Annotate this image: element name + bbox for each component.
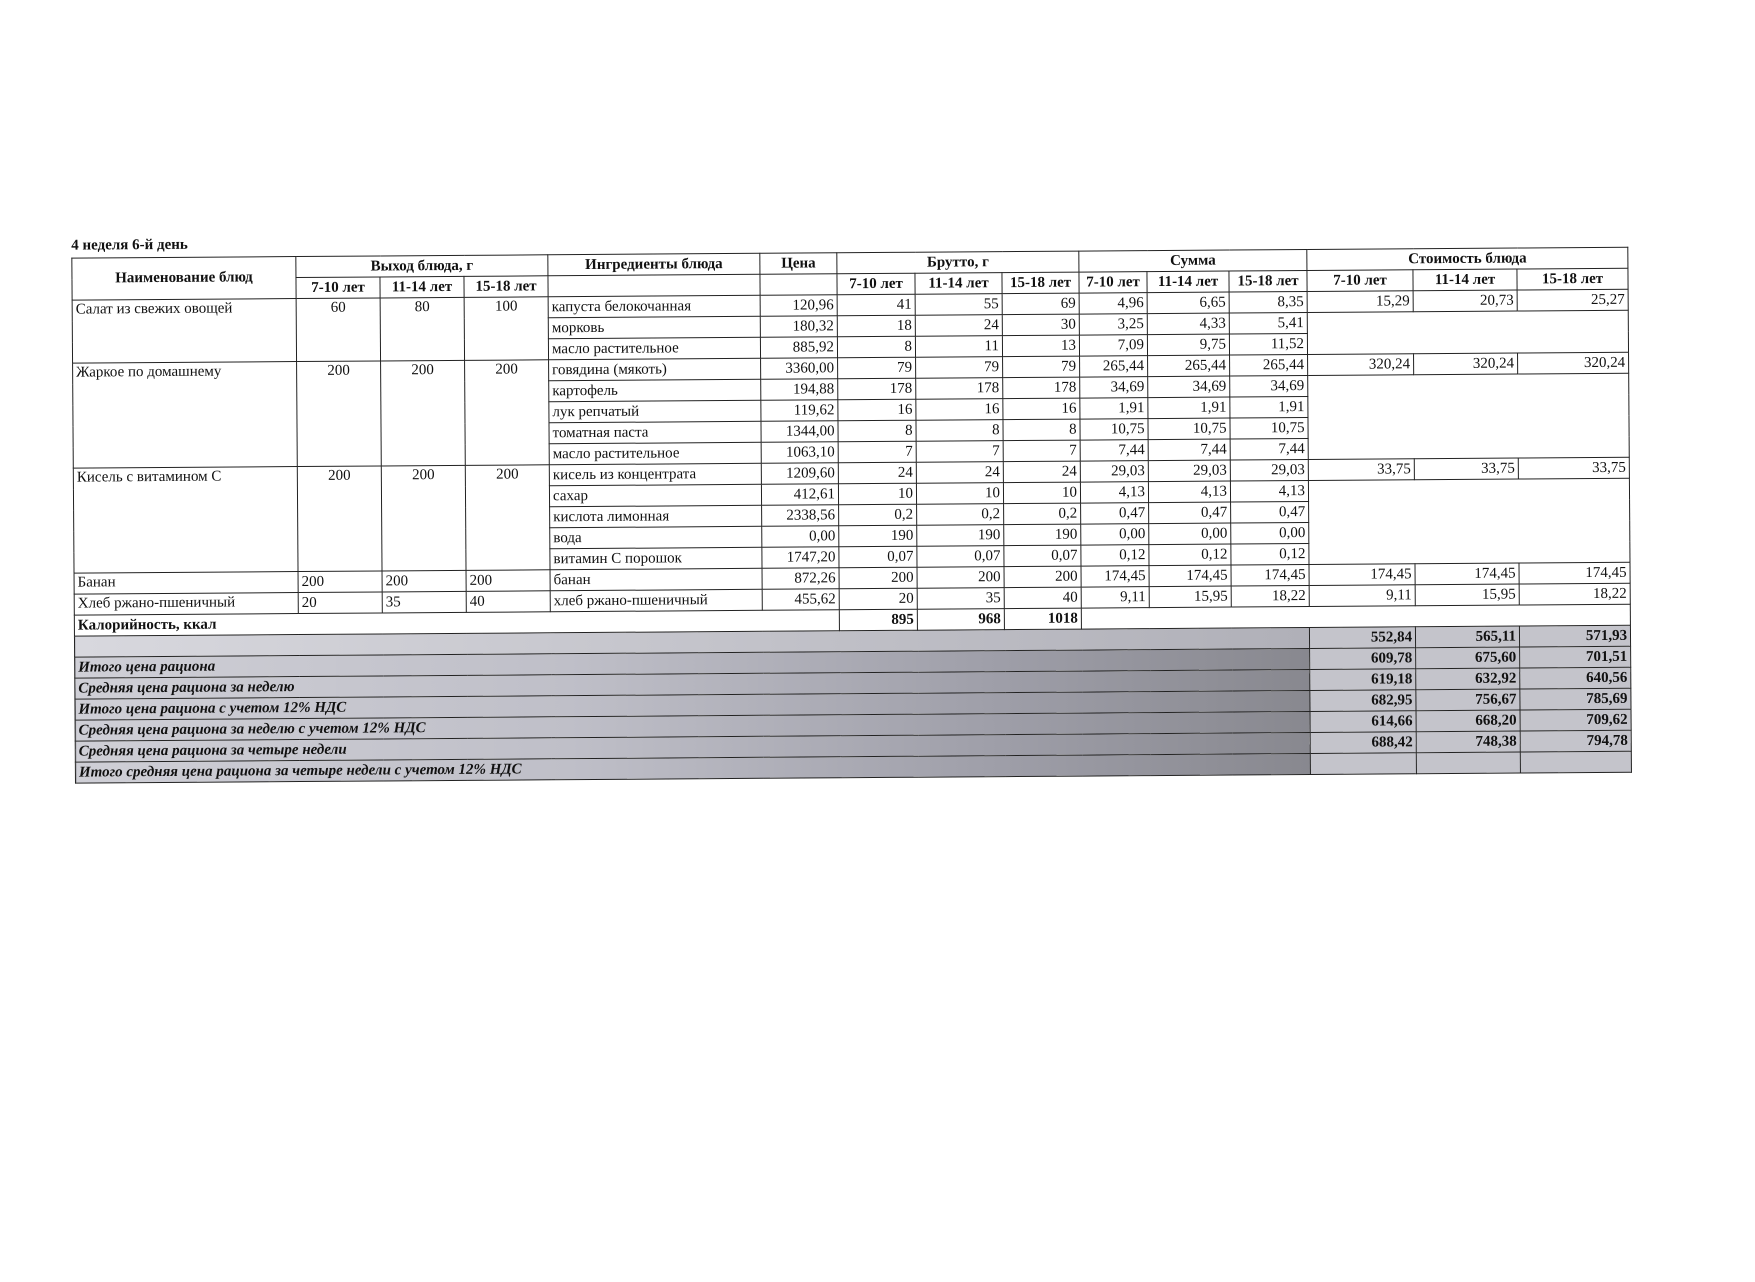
price-value: 1344,00 (761, 421, 838, 443)
header-age: 7-10 лет (1307, 270, 1413, 292)
cost-value: 25,27 (1517, 289, 1628, 311)
ingredient-name: кисель из концентрата (549, 463, 761, 485)
cost-value: 320,24 (1414, 353, 1518, 375)
totals-value: 748,38 (1416, 731, 1520, 753)
cost-value: 15,95 (1415, 584, 1519, 606)
header-age: 11-14 лет (915, 273, 1002, 295)
price-value: 1063,10 (761, 442, 838, 464)
header-age: 11-14 лет (1147, 271, 1229, 293)
totals-value: 675,60 (1416, 647, 1520, 669)
sum-value: 0,00 (1231, 522, 1309, 544)
gross-value: 11 (915, 336, 1002, 358)
header-age: 15-18 лет (1229, 270, 1307, 292)
output-value: 80 (380, 297, 464, 361)
output-value: 20 (298, 592, 382, 614)
totals-value: 571,93 (1519, 625, 1630, 647)
sum-value: 15,95 (1149, 586, 1231, 608)
ingredient-name: лук репчатый (549, 400, 761, 422)
gross-value: 0,2 (1004, 503, 1081, 525)
gross-value: 8 (916, 420, 1003, 442)
ingredient-name: томатная паста (549, 421, 761, 443)
totals-label: Итого цена рациона (75, 648, 1310, 678)
sum-value: 10,75 (1148, 418, 1230, 440)
gross-value: 7 (838, 441, 916, 463)
price-value: 885,92 (760, 337, 837, 359)
sum-value: 1,91 (1080, 398, 1148, 419)
totals-value (1520, 751, 1631, 773)
ingredient-name: масло растительное (548, 337, 760, 359)
cost-value: 33,75 (1414, 458, 1518, 480)
sum-value: 29,03 (1080, 461, 1148, 482)
price-value: 872,26 (762, 568, 839, 590)
sum-value: 0,47 (1231, 501, 1309, 523)
output-value: 35 (382, 591, 466, 613)
output-value: 200 (297, 361, 382, 467)
cost-value: 174,45 (1519, 562, 1630, 584)
totals-value: 668,20 (1416, 710, 1520, 732)
calories-value: 1018 (1004, 608, 1081, 630)
sum-value: 34,69 (1230, 375, 1308, 397)
gross-value: 40 (1004, 587, 1081, 609)
dish-name: Салат из свежих овощей (72, 299, 296, 364)
gross-value: 24 (1003, 461, 1080, 483)
sum-value: 0,00 (1149, 523, 1231, 545)
sum-value: 174,45 (1149, 565, 1231, 587)
sum-value: 0,47 (1081, 503, 1149, 524)
price-value: 455,62 (762, 589, 839, 611)
gross-value: 190 (1004, 524, 1081, 546)
header-age: 11-14 лет (1413, 269, 1517, 291)
cost-value: 20,73 (1413, 290, 1517, 312)
gross-value: 20 (839, 588, 917, 610)
sum-value: 18,22 (1231, 585, 1309, 607)
sum-value: 29,03 (1148, 460, 1230, 482)
header-gross: Брутто, г (837, 251, 1079, 274)
header-price: Цена (760, 253, 837, 275)
header-age: 11-14 лет (380, 276, 464, 298)
totals-value: 688,42 (1310, 732, 1416, 754)
totals-label: Итого цена рациона с учетом 12% НДС (75, 690, 1310, 720)
gross-value: 10 (1003, 482, 1080, 504)
ingredient-name: банан (550, 568, 762, 590)
price-value: 3360,00 (761, 358, 838, 380)
totals-value: 640,56 (1520, 667, 1631, 689)
gross-value: 178 (916, 378, 1003, 400)
ingredient-name: вода (550, 526, 762, 548)
cost-value: 174,45 (1309, 564, 1415, 586)
sum-value: 7,44 (1148, 439, 1230, 461)
gross-value: 178 (1003, 377, 1080, 399)
ingredient-name: масло растительное (549, 442, 761, 464)
header-ingredients-blank (548, 274, 760, 296)
gross-value: 0,07 (1004, 545, 1081, 567)
totals-value: 756,67 (1416, 689, 1520, 711)
cost-blank (1308, 373, 1630, 459)
ingredient-name: морковь (548, 316, 760, 338)
ingredient-name: кислота лимонная (550, 505, 762, 527)
totals-value: 701,51 (1520, 646, 1631, 668)
totals-label: Средняя цена рациона за неделю с учетом 12% НДС (75, 711, 1310, 741)
sum-value: 174,45 (1081, 566, 1149, 587)
header-age: 7-10 лет (837, 273, 915, 295)
page-title: 4 неделя 6-й день (71, 236, 188, 254)
sum-value: 11,52 (1229, 333, 1307, 355)
sum-value: 8,35 (1229, 291, 1307, 313)
dish-name: Банан (74, 572, 298, 595)
sum-value: 7,44 (1230, 438, 1308, 460)
totals-value: 632,92 (1416, 668, 1520, 690)
cost-value: 320,24 (1518, 352, 1629, 374)
sum-value: 3,25 (1079, 314, 1147, 335)
gross-value: 24 (915, 315, 1002, 337)
cost-blank (1307, 310, 1628, 354)
gross-value: 16 (916, 399, 1003, 421)
header-ingredients: Ингредиенты блюда (548, 253, 760, 275)
sum-value: 4,13 (1230, 480, 1308, 502)
gross-value: 8 (837, 336, 915, 358)
ingredient-name: картофель (549, 379, 761, 401)
sum-value: 265,44 (1230, 354, 1308, 376)
gross-value: 200 (917, 567, 1004, 589)
gross-value: 24 (916, 462, 1003, 484)
ingredient-name: хлеб ржано-пшеничный (550, 589, 762, 611)
totals-value: 709,62 (1520, 709, 1631, 731)
gross-value: 0,07 (839, 546, 917, 568)
totals-value (1416, 752, 1520, 774)
totals-value (1310, 753, 1416, 775)
output-value: 40 (466, 591, 550, 613)
sum-value: 1,91 (1230, 396, 1308, 418)
sum-value: 9,11 (1081, 587, 1149, 608)
gross-value: 200 (839, 567, 917, 589)
gross-value: 0,07 (917, 546, 1004, 568)
price-value: 412,61 (761, 484, 838, 506)
output-value: 100 (464, 297, 548, 361)
totals-value: 794,78 (1520, 730, 1631, 752)
gross-value: 55 (915, 294, 1002, 316)
totals-value: 785,69 (1520, 688, 1631, 710)
sum-value: 6,65 (1147, 292, 1229, 314)
totals-value: 619,18 (1310, 669, 1416, 691)
output-value: 200 (465, 360, 550, 466)
totals-value: 552,84 (1309, 627, 1415, 649)
cost-value: 33,75 (1518, 457, 1629, 479)
header-age: 15-18 лет (464, 276, 548, 298)
output-value: 200 (381, 465, 466, 571)
header-price-blank (760, 274, 837, 296)
gross-value: 0,2 (839, 504, 917, 526)
gross-value: 79 (1003, 356, 1080, 378)
dish-name: Кисель с витамином С (73, 467, 298, 574)
gross-value: 41 (837, 294, 915, 316)
gross-value: 8 (838, 420, 916, 442)
price-value: 194,88 (761, 379, 838, 401)
sum-value: 174,45 (1231, 564, 1309, 586)
sum-value: 34,69 (1080, 377, 1148, 398)
sum-value: 0,12 (1081, 545, 1149, 566)
gross-value: 0,2 (917, 504, 1004, 526)
sum-value: 34,69 (1148, 376, 1230, 398)
calories-value: 895 (839, 609, 917, 631)
sum-value: 5,41 (1229, 312, 1307, 334)
gross-value: 190 (839, 525, 917, 547)
dish-name: Жаркое по домашнему (73, 362, 298, 469)
gross-value: 16 (1003, 398, 1080, 420)
gross-value: 7 (916, 441, 1003, 463)
price-value: 0,00 (762, 526, 839, 548)
cost-value: 33,75 (1308, 459, 1414, 481)
sum-value: 265,44 (1080, 356, 1148, 377)
sum-value: 9,75 (1147, 334, 1229, 356)
calories-value: 968 (917, 609, 1004, 631)
cost-value: 15,29 (1307, 291, 1413, 313)
gross-value: 200 (1004, 566, 1081, 588)
price-value: 180,32 (760, 316, 837, 338)
output-value: 200 (466, 570, 550, 592)
gross-value: 8 (1003, 419, 1080, 441)
totals-value: 565,11 (1415, 626, 1519, 648)
output-value: 200 (381, 360, 466, 466)
gross-value: 35 (917, 588, 1004, 610)
dish-name: Хлеб ржано-пшеничный (74, 593, 298, 616)
totals-label: Средняя цена рациона за четыре недели (75, 732, 1310, 762)
gross-value: 30 (1002, 314, 1079, 336)
sum-value: 4,96 (1079, 293, 1147, 314)
sum-value: 1,91 (1148, 397, 1230, 419)
sum-value: 4,13 (1080, 482, 1148, 503)
sum-value: 0,00 (1081, 524, 1149, 545)
menu-table (71, 247, 1632, 784)
header-age: 7-10 лет (296, 277, 380, 299)
totals-value: 614,66 (1310, 711, 1416, 733)
price-value: 120,96 (760, 295, 837, 317)
sum-value: 0,12 (1231, 543, 1309, 565)
header-age: 7-10 лет (1079, 272, 1147, 293)
sum-value: 10,75 (1230, 417, 1308, 439)
cost-value: 18,22 (1519, 583, 1630, 605)
ingredient-name: капуста белокочанная (548, 295, 760, 317)
header-dish-name: Наименование блюд (72, 257, 296, 301)
gross-value: 13 (1002, 335, 1079, 357)
header-cost: Стоимость блюда (1307, 247, 1628, 270)
gross-value: 69 (1002, 293, 1079, 315)
gross-value: 18 (837, 315, 915, 337)
header-output: Выход блюда, г (296, 255, 548, 278)
totals-value: 609,78 (1310, 648, 1416, 670)
gross-value: 16 (838, 399, 916, 421)
output-value: 200 (382, 570, 466, 592)
gross-value: 79 (838, 357, 916, 379)
header-age: 15-18 лет (1002, 272, 1079, 294)
gross-value: 10 (838, 483, 916, 505)
ingredient-name: говядина (мякоть) (549, 358, 761, 380)
gross-value: 7 (1003, 440, 1080, 462)
header-sum: Сумма (1079, 249, 1307, 272)
calories-label: Калорийность, ккал (74, 610, 839, 636)
cost-blank (1308, 478, 1630, 564)
totals-value: 682,95 (1310, 690, 1416, 712)
output-value: 200 (465, 465, 550, 571)
header-age: 15-18 лет (1517, 268, 1628, 290)
output-value: 200 (297, 466, 382, 572)
price-value: 1747,20 (762, 547, 839, 569)
gross-value: 190 (917, 525, 1004, 547)
sum-value: 10,75 (1080, 419, 1148, 440)
cost-value: 174,45 (1415, 563, 1519, 585)
gross-value: 178 (838, 378, 916, 400)
gross-value: 24 (838, 462, 916, 484)
sum-value: 7,09 (1079, 335, 1147, 356)
cost-value: 320,24 (1308, 354, 1414, 376)
price-value: 2338,56 (762, 505, 839, 527)
ingredient-name: витамин С порошок (550, 547, 762, 569)
price-value: 119,62 (761, 400, 838, 422)
sum-value: 0,12 (1149, 544, 1231, 566)
cost-value: 9,11 (1309, 585, 1415, 607)
gross-value: 79 (916, 357, 1003, 379)
sum-value: 4,13 (1148, 481, 1230, 503)
ingredient-name: сахар (549, 484, 761, 506)
output-value: 200 (298, 571, 382, 593)
output-value: 60 (296, 298, 380, 362)
totals-label: Средняя цена рациона за неделю (75, 669, 1310, 699)
totals-label: Итого средняя цена рациона за четыре недели с учетом 12% НДС (75, 753, 1310, 783)
price-value: 1209,60 (761, 463, 838, 485)
sum-value: 29,03 (1230, 459, 1308, 481)
sum-value: 265,44 (1148, 355, 1230, 377)
gross-value: 10 (916, 483, 1003, 505)
sum-value: 7,44 (1080, 440, 1148, 461)
sum-value: 4,33 (1147, 313, 1229, 335)
sum-value: 0,47 (1149, 502, 1231, 524)
